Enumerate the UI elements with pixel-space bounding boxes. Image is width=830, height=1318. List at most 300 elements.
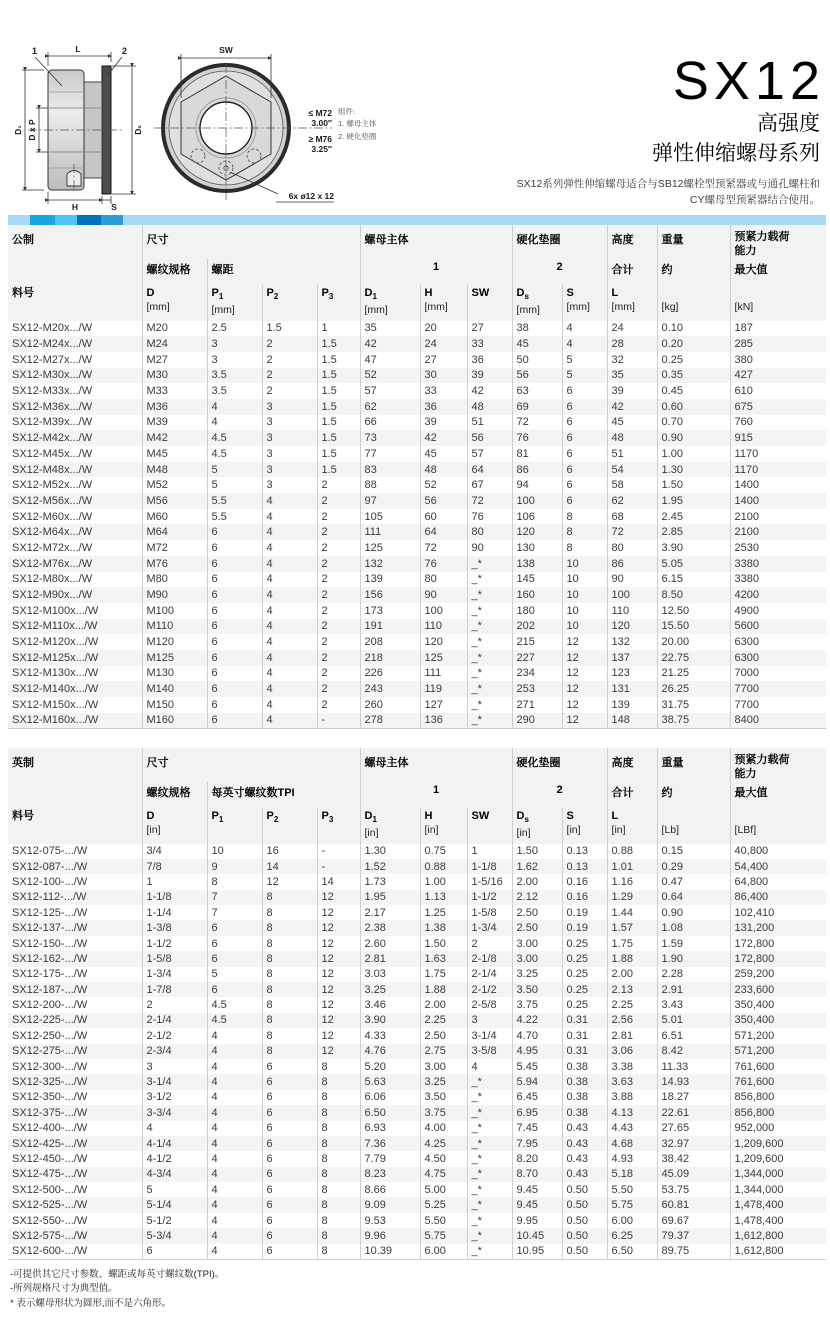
part-number-cell: SX12-M120x.../W <box>12 636 99 649</box>
value-cell: 125 <box>360 540 420 556</box>
value-cell: 6 <box>207 697 262 713</box>
value-cell: 1-7/8 <box>142 982 207 997</box>
value-cell: 38 <box>512 321 562 337</box>
value-cell: 53.75 <box>657 1182 730 1197</box>
group-nut-body: 螺母主体 <box>360 225 512 259</box>
table-row <box>8 920 826 935</box>
value-cell: 8 <box>262 920 317 935</box>
value-cell: 9.53 <box>360 1213 420 1228</box>
value-cell: 0.35 <box>657 368 730 384</box>
value-cell: 4.68 <box>607 1136 657 1151</box>
value-cell: 5.63 <box>360 1074 420 1089</box>
value-cell: _* <box>467 1151 512 1166</box>
value-cell: 4.43 <box>607 1121 657 1136</box>
value-cell: 111 <box>420 666 467 682</box>
value-cell: _* <box>467 603 512 619</box>
value-cell: 4-3/4 <box>142 1167 207 1182</box>
value-cell: 5 <box>142 1182 207 1197</box>
part-number-cell: SX12-M76x.../W <box>12 557 93 570</box>
value-cell: 3 <box>262 430 317 446</box>
value-cell: 32 <box>607 352 657 368</box>
value-cell: 2-5/8 <box>467 997 512 1012</box>
accent-bar-segment <box>8 215 30 225</box>
value-cell: 51 <box>607 446 657 462</box>
value-cell: 8.66 <box>360 1182 420 1197</box>
table-row <box>8 982 826 997</box>
value-cell: 2.5 <box>207 321 262 337</box>
value-cell: 4 <box>262 713 317 729</box>
value-cell: 3380 <box>730 556 826 572</box>
value-cell: 6 <box>207 572 262 588</box>
value-cell: 6 <box>207 556 262 572</box>
value-cell: 1.5 <box>317 368 360 384</box>
part-number-cell: SX12-M90x.../W <box>12 589 93 602</box>
group-washer: 硬化垫圈 <box>512 225 607 259</box>
value-cell: 73 <box>360 430 420 446</box>
value-cell: 1.57 <box>607 920 657 935</box>
value-cell: 83 <box>360 462 420 478</box>
value-cell: 2 <box>317 524 360 540</box>
value-cell: 3.43 <box>657 997 730 1012</box>
value-cell: 1-1/8 <box>467 859 512 874</box>
table-row <box>8 540 826 556</box>
value-cell: 88 <box>360 477 420 493</box>
value-cell: M110 <box>142 619 207 635</box>
value-cell: 48 <box>607 430 657 446</box>
value-cell: 2100 <box>730 524 826 540</box>
column-header: $P_1$ <box>207 808 262 844</box>
value-cell: 42 <box>360 336 420 352</box>
table-row <box>8 415 826 431</box>
table-row <box>8 446 826 462</box>
value-cell: 10 <box>562 603 607 619</box>
value-cell: 4 <box>207 1028 262 1043</box>
value-cell: 0.50 <box>562 1244 607 1259</box>
table-row <box>8 890 826 905</box>
value-cell: 97 <box>360 493 420 509</box>
value-cell: 4 <box>142 1121 207 1136</box>
value-cell: 8 <box>562 524 607 540</box>
value-cell: 131,200 <box>730 920 826 935</box>
value-cell: 81 <box>512 446 562 462</box>
imperial-table-header <box>8 748 826 844</box>
value-cell: M42 <box>142 430 207 446</box>
value-cell: 1.44 <box>607 905 657 920</box>
value-cell: 4.50 <box>420 1151 467 1166</box>
value-cell: 0.90 <box>657 430 730 446</box>
value-cell: 106 <box>512 509 562 525</box>
value-cell: 26.25 <box>657 681 730 697</box>
part-number-cell: SX12-575-.../W <box>12 1229 88 1242</box>
part-number-cell: SX12-M20x.../W <box>12 322 93 335</box>
value-cell: 6.25 <box>607 1228 657 1243</box>
value-cell: 3380 <box>730 572 826 588</box>
value-cell: 8 <box>317 1228 360 1243</box>
value-cell: 35 <box>360 321 420 337</box>
value-cell: 7/8 <box>142 859 207 874</box>
value-cell: 4.13 <box>607 1105 657 1120</box>
value-cell: 4900 <box>730 603 826 619</box>
value-cell: 52 <box>420 477 467 493</box>
value-cell: 1.50 <box>420 936 467 951</box>
group-height: 高度 <box>607 748 657 782</box>
part-number-cell: SX12-600-.../W <box>8 1244 142 1259</box>
value-cell: 1.95 <box>657 493 730 509</box>
value-cell: 18.27 <box>657 1090 730 1105</box>
value-cell: 136 <box>420 713 467 729</box>
value-cell: M36 <box>142 399 207 415</box>
value-cell: 4200 <box>730 587 826 603</box>
part-number-cell: SX12-M45x.../W <box>12 447 93 460</box>
sub-group-2: 2 <box>512 782 607 808</box>
value-cell: 54 <box>607 462 657 478</box>
value-cell: 2.85 <box>657 524 730 540</box>
value-cell: 8 <box>262 890 317 905</box>
value-cell: 4 <box>207 1182 262 1197</box>
value-cell: 45 <box>420 446 467 462</box>
value-cell: 2.13 <box>607 982 657 997</box>
value-cell: 8 <box>262 905 317 920</box>
value-cell: 8 <box>262 997 317 1012</box>
value-cell: _* <box>467 666 512 682</box>
value-cell: 100 <box>420 603 467 619</box>
value-cell: 7000 <box>730 666 826 682</box>
value-cell: 1.59 <box>657 936 730 951</box>
value-cell: 4 <box>562 336 607 352</box>
value-cell: 6 <box>207 936 262 951</box>
value-cell: 8400 <box>730 713 826 729</box>
value-cell: 2.00 <box>512 874 562 889</box>
column-header: D [in] <box>142 808 207 844</box>
value-cell: 45.09 <box>657 1167 730 1182</box>
table-row <box>8 509 826 525</box>
value-cell: 0.31 <box>562 1013 607 1028</box>
part-number-cell: SX12-M72x.../W <box>12 541 93 554</box>
value-cell: 72 <box>607 524 657 540</box>
value-cell: 130 <box>512 540 562 556</box>
value-cell: 4 <box>207 1197 262 1212</box>
value-cell: 2 <box>142 997 207 1012</box>
value-cell: 3 <box>262 399 317 415</box>
value-cell: 33 <box>467 336 512 352</box>
value-cell: 132 <box>607 634 657 650</box>
part-number-cell: SX12-275-.../W <box>12 1045 88 1058</box>
value-cell: 8 <box>317 1136 360 1151</box>
value-cell: 52 <box>360 368 420 384</box>
value-cell: 8 <box>262 967 317 982</box>
value-cell: 160 <box>512 587 562 603</box>
value-cell: 0.50 <box>562 1182 607 1197</box>
value-cell: 6 <box>207 650 262 666</box>
value-cell: 285 <box>730 336 826 352</box>
value-cell: 47 <box>360 352 420 368</box>
part-number-cell: SX12-450-.../W <box>12 1153 88 1165</box>
value-cell: 3.38 <box>607 1059 657 1074</box>
footnotes <box>10 1268 224 1311</box>
value-cell: 0.38 <box>562 1090 607 1105</box>
value-cell: 10 <box>562 572 607 588</box>
value-cell: _* <box>467 1244 512 1259</box>
value-cell: 202 <box>512 619 562 635</box>
value-cell: 4 <box>207 1244 262 1259</box>
value-cell: 4.95 <box>512 1044 562 1059</box>
group-weight: 重量 <box>657 225 730 259</box>
table-row <box>8 1182 826 1197</box>
value-cell: _* <box>467 634 512 650</box>
value-cell: 260 <box>360 697 420 713</box>
value-cell: 2.00 <box>607 967 657 982</box>
value-cell: 253 <box>512 681 562 697</box>
value-cell: 6 <box>207 619 262 635</box>
value-cell: _* <box>467 697 512 713</box>
value-cell: 3.00 <box>512 936 562 951</box>
callout-2: 2 <box>122 46 128 56</box>
value-cell: 2.91 <box>657 982 730 997</box>
value-cell: 8 <box>262 1013 317 1028</box>
value-cell: 6 <box>262 1244 317 1259</box>
series-description: SX12系列弹性伸缩螺母适合与SB12螺栓型预紧器或与通孔螺柱和 CY螺母型预紧器结合使用。 <box>516 177 820 206</box>
accent-bar-segment <box>101 215 123 225</box>
value-cell: 227 <box>512 650 562 666</box>
value-cell: 1.16 <box>607 874 657 889</box>
value-cell: 1,612,800 <box>730 1244 826 1259</box>
value-cell: 6.51 <box>657 1028 730 1043</box>
value-cell: 6 <box>262 1059 317 1074</box>
part-number-cell: SX12-187-.../W <box>12 983 88 996</box>
value-cell: 4-1/2 <box>142 1151 207 1166</box>
value-cell: 0.29 <box>657 859 730 874</box>
table-row <box>8 587 826 603</box>
group-height: 高度 <box>607 225 657 259</box>
value-cell: 2 <box>317 666 360 682</box>
part-number-cell: SX12-425-.../W <box>12 1137 88 1150</box>
value-cell: 56 <box>467 430 512 446</box>
table-row <box>8 905 826 920</box>
value-cell: 8.20 <box>512 1151 562 1166</box>
value-cell: 1-5/8 <box>142 951 207 966</box>
value-cell: 259,200 <box>730 967 826 982</box>
value-cell: 6 <box>262 1167 317 1182</box>
value-cell: 1-3/8 <box>142 920 207 935</box>
part-number-cell: SX12-550-.../W <box>12 1214 88 1227</box>
value-cell: 1,344,000 <box>730 1167 826 1182</box>
value-cell: _* <box>467 1197 512 1212</box>
table-row <box>8 1213 826 1228</box>
value-cell: 2.81 <box>360 951 420 966</box>
value-cell: 2.45 <box>657 509 730 525</box>
value-cell: 8 <box>317 1182 360 1197</box>
part-number-cell: SX12-162-.../W <box>12 952 88 965</box>
value-cell: 290 <box>512 713 562 729</box>
table-row <box>8 1028 826 1043</box>
column-header: $P_1$ [mm] <box>207 285 262 321</box>
value-cell: 4.5 <box>207 430 262 446</box>
value-cell: 6 <box>262 1090 317 1105</box>
value-cell: 0.20 <box>657 336 730 352</box>
value-cell: 3.00 <box>420 1059 467 1074</box>
value-cell: 0.38 <box>562 1059 607 1074</box>
value-cell: _* <box>467 1090 512 1105</box>
part-no-header: 料号 <box>12 286 34 299</box>
value-cell: 1,612,800 <box>730 1228 826 1243</box>
value-cell: 2.25 <box>420 1013 467 1028</box>
subtitle-strength: 高强度 <box>757 112 820 135</box>
value-cell: 56 <box>420 493 467 509</box>
value-cell: 4 <box>262 572 317 588</box>
value-cell: 12 <box>317 905 360 920</box>
value-cell: 5.50 <box>420 1213 467 1228</box>
value-cell: 1.5 <box>317 462 360 478</box>
sub-tpi: 每英寸螺纹数TPI <box>207 782 360 808</box>
value-cell: 1400 <box>730 477 826 493</box>
subtitle-series: 弹性伸缩螺母系列 <box>652 141 820 165</box>
value-cell: 2-1/4 <box>142 1013 207 1028</box>
value-cell: 856,800 <box>730 1090 826 1105</box>
value-cell: M48 <box>142 462 207 478</box>
value-cell: 172,800 <box>730 951 826 966</box>
value-cell: 33 <box>420 383 467 399</box>
metric-table-body <box>8 321 826 729</box>
value-cell: 3.06 <box>607 1044 657 1059</box>
table-row <box>8 1121 826 1136</box>
front-view-drawing <box>146 38 336 212</box>
dim-label-dxp: D x P <box>27 119 37 141</box>
value-cell: 2 <box>317 587 360 603</box>
column-header: [Lb] <box>657 808 730 844</box>
value-cell: 12 <box>562 666 607 682</box>
sub-total: 合计 <box>607 259 657 285</box>
region-label: 英制 <box>12 757 34 769</box>
value-cell: 6300 <box>730 650 826 666</box>
value-cell: 4 <box>262 524 317 540</box>
value-cell: 675 <box>730 399 826 415</box>
value-cell: 5 <box>562 352 607 368</box>
value-cell: _* <box>467 1105 512 1120</box>
table-row <box>8 383 826 399</box>
value-cell: 137 <box>607 650 657 666</box>
value-cell: 105 <box>360 509 420 525</box>
value-cell: 4.5 <box>207 446 262 462</box>
value-cell: 3.5 <box>207 383 262 399</box>
value-cell: 3.46 <box>360 997 420 1012</box>
value-cell: 12.50 <box>657 603 730 619</box>
value-cell: 6.45 <box>512 1090 562 1105</box>
metric-table <box>8 225 826 729</box>
value-cell: 45 <box>607 415 657 431</box>
table-row <box>8 1074 826 1089</box>
table-row <box>8 430 826 446</box>
table-row <box>8 874 826 889</box>
value-cell: 6 <box>207 951 262 966</box>
value-cell: 1,478,400 <box>730 1213 826 1228</box>
table-row <box>8 493 826 509</box>
value-cell: 7 <box>207 890 262 905</box>
value-cell: 1,209,600 <box>730 1136 826 1151</box>
value-cell: 6 <box>262 1105 317 1120</box>
value-cell: 278 <box>360 713 420 729</box>
value-cell: 123 <box>607 666 657 682</box>
value-cell: 5 <box>207 967 262 982</box>
value-cell: 20.00 <box>657 634 730 650</box>
value-cell: _* <box>467 650 512 666</box>
value-cell: 2 <box>262 383 317 399</box>
value-cell: 27.65 <box>657 1121 730 1136</box>
value-cell: 4 <box>262 619 317 635</box>
value-cell: 4 <box>262 603 317 619</box>
part-number-cell: SX12-M64x.../W <box>12 526 93 539</box>
value-cell: 48 <box>467 399 512 415</box>
value-cell: 6 <box>207 634 262 650</box>
value-cell: 1.5 <box>317 399 360 415</box>
value-cell: 14 <box>262 859 317 874</box>
dim-label-h: H <box>71 202 79 212</box>
column-header: SW <box>467 285 512 321</box>
value-cell: 79.37 <box>657 1228 730 1243</box>
value-cell: 3 <box>262 477 317 493</box>
value-cell: 1.29 <box>607 890 657 905</box>
table-row <box>8 1090 826 1105</box>
value-cell: 72 <box>467 493 512 509</box>
value-cell: 1 <box>142 874 207 889</box>
value-cell: 27 <box>420 352 467 368</box>
table-row <box>8 681 826 697</box>
value-cell: 4.5 <box>207 1013 262 1028</box>
value-cell: 8 <box>207 874 262 889</box>
column-header: $D_1$ [mm] <box>360 285 420 321</box>
value-cell: 139 <box>360 572 420 588</box>
part-number-cell: SX12-M52x.../W <box>12 479 93 492</box>
value-cell: 4.33 <box>360 1028 420 1043</box>
part-number-cell: SX12-M60x.../W <box>12 510 93 523</box>
label-m72-inch: 3.00″ <box>311 118 332 128</box>
value-cell: 1.52 <box>360 859 420 874</box>
value-cell: 6 <box>207 920 262 935</box>
value-cell: 76 <box>467 509 512 525</box>
column-header: $D_s$ [mm] <box>512 285 562 321</box>
value-cell: 72 <box>420 540 467 556</box>
column-header: [LBf] <box>730 808 826 844</box>
column-header: S [mm] <box>562 285 607 321</box>
value-cell: 2 <box>317 650 360 666</box>
value-cell: 5 <box>207 462 262 478</box>
value-cell: 12 <box>317 951 360 966</box>
value-cell: 5 <box>562 368 607 384</box>
value-cell: 1170 <box>730 446 826 462</box>
legend-item-1: 1. 螺母主体 <box>338 119 377 129</box>
value-cell: 2.17 <box>360 905 420 920</box>
value-cell: 8 <box>317 1244 360 1259</box>
table-row <box>8 634 826 650</box>
part-number-cell: SX12-137-.../W <box>12 922 88 935</box>
value-cell: 2 <box>317 697 360 713</box>
value-cell: M33 <box>142 383 207 399</box>
table-row <box>8 1197 826 1212</box>
value-cell: - <box>317 859 360 874</box>
value-cell: M64 <box>142 524 207 540</box>
part-number-cell: SX12-M140x.../W <box>12 683 99 696</box>
value-cell: 4 <box>207 1213 262 1228</box>
column-header: $P_3$ <box>317 808 360 844</box>
value-cell: 42 <box>467 383 512 399</box>
dim-label-ds: Dₛ <box>133 125 143 135</box>
value-cell: 4 <box>207 1059 262 1074</box>
value-cell: 173 <box>360 603 420 619</box>
value-cell: 2-1/2 <box>467 982 512 997</box>
value-cell: 5.45 <box>512 1059 562 1074</box>
value-cell: 20 <box>420 321 467 337</box>
value-cell: 2 <box>317 540 360 556</box>
value-cell: 1.38 <box>420 920 467 935</box>
